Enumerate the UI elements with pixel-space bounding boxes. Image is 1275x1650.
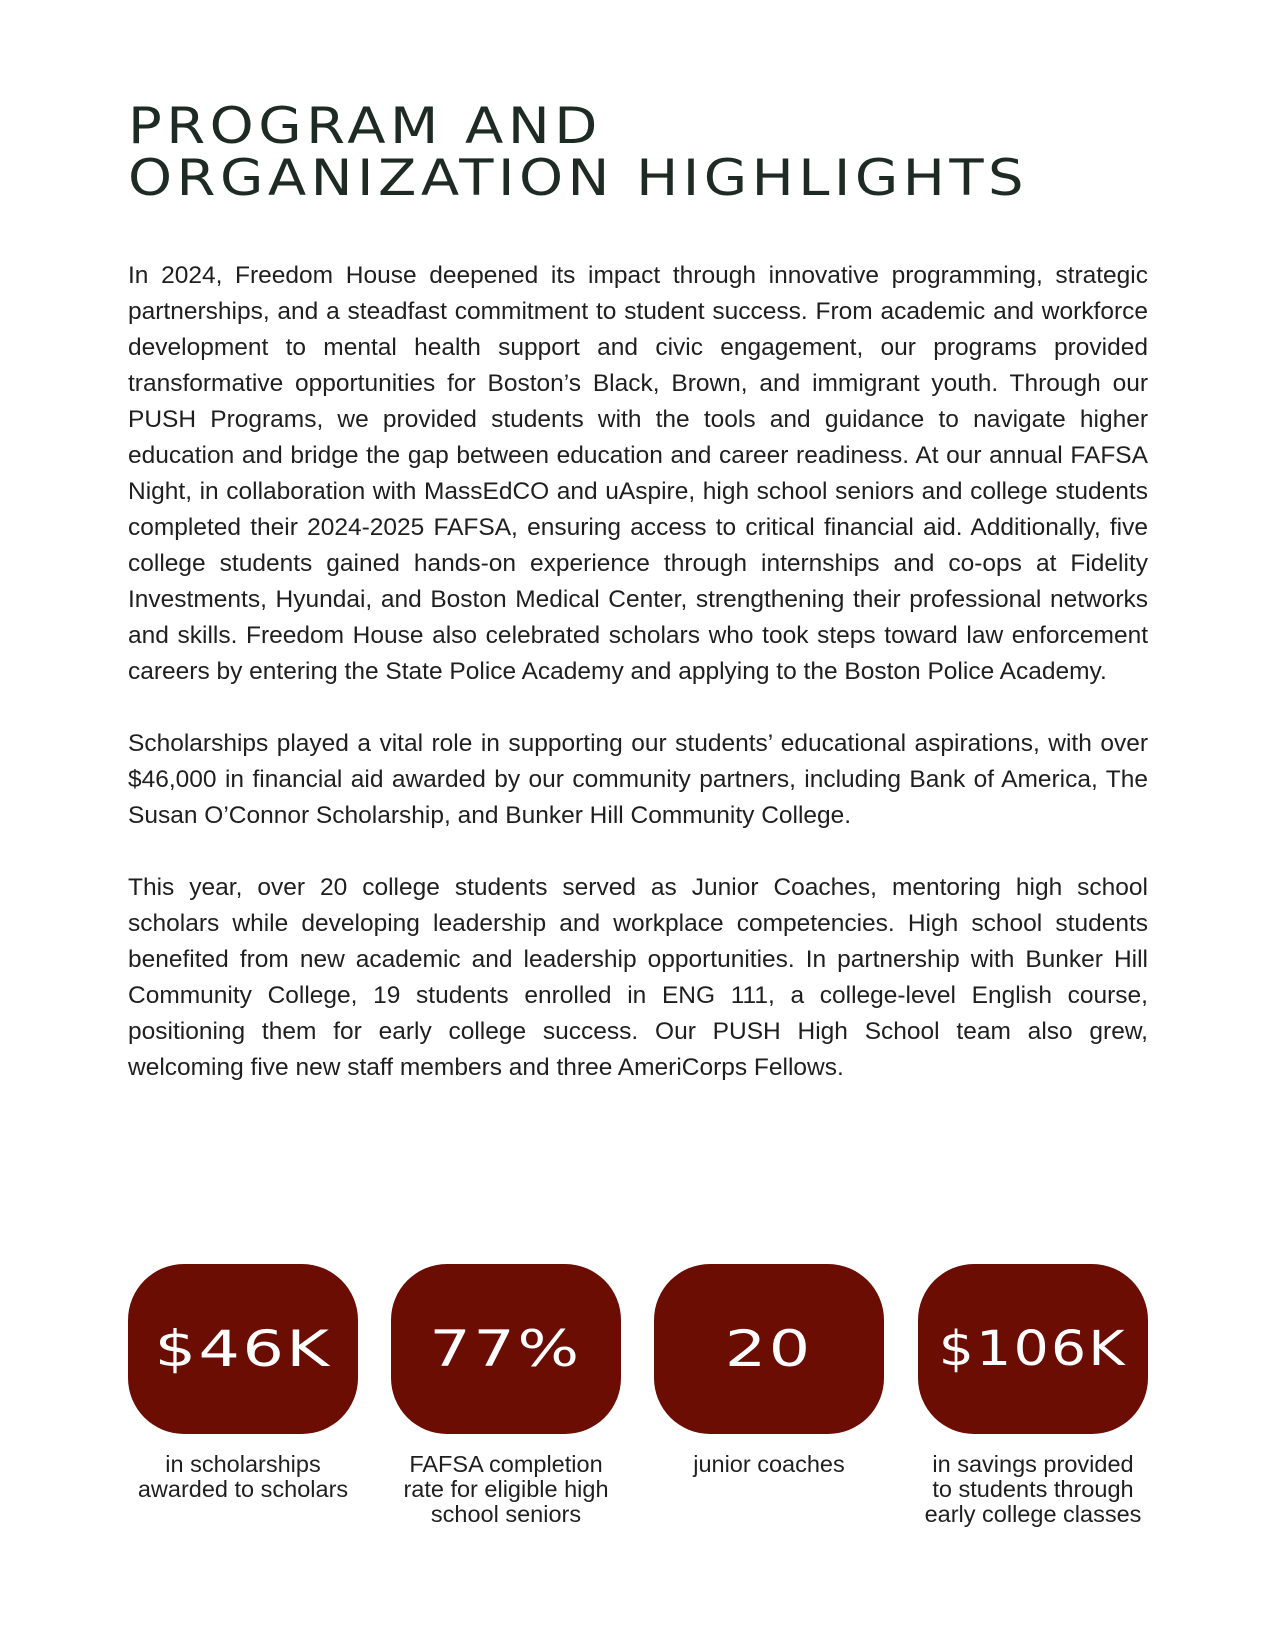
page-content: [128, 97, 1148, 1122]
paragraph-junior-coaches: This year, over 20 college students served as Junior Coaches, mentoring high school scholars while developing leadership and workplace competencies. High school students benefited from new academic and leadership opportunities. In partnership with Bunker Hill Community College, 19 students enrolled in ENG 111, a college-level English course, positioning them for early college success. Our PUSH High School team also grew, welcoming five new staff members and three AmeriCorps Fellows.: [128, 874, 1148, 1081]
paragraph-programs: In 2024, Freedom House deepened its impact through innovative programming, strategic partnerships, and a steadfast commitment to student success. From academic and workforce development to mental health support and civic engagement, our programs provided transformative opportunities for Boston’s Black, Brown, and immigrant youth. Through our PUSH Programs, we provided students with the tools and guidance to navigate higher education and bridge the gap between education and career readiness. At our annual FAFSA Night, in collaboration with MassEdCO and uAspire, high school seniors and college students completed their 2024-2025 FAFSA, ensuring access to critical financial aid. Additionally, five college students gained hands-on experience through internships and co-ops at Fidelity Investments, Hyundai, and Boston Medical Center, strengthening their professional networks and skills. Freedom House also celebrated scholars who took steps toward law enforcement careers by entering the State Police Academy and applying to the Boston Police Academy.: [128, 262, 1148, 685]
stat-label: in savings provided to students through early college classes: [924, 1451, 1142, 1527]
stat-junior-coaches: [654, 1264, 884, 1477]
paragraph-scholarships: Scholarships played a vital role in supporting our students’ educational aspirations, with over $46,000 in financial aid awarded by our community partners, including Bank of America, The Susan O’Connor Scholarship, and Bunker Hill Community College.: [128, 730, 1148, 829]
stat-label: FAFSA completion rate for eligible high school seniors: [403, 1451, 609, 1527]
stat-label: in scholarships awarded to scholars: [137, 1451, 349, 1502]
page-title-line-1: PROGRAM AND: [128, 97, 602, 155]
stat-badge: [128, 1264, 358, 1434]
stat-badge: [391, 1264, 621, 1434]
stat-label: junior coaches: [693, 1451, 845, 1477]
page-title: [128, 97, 1270, 207]
page-title-line-2: ORGANIZATION HIGHLIGHTS: [128, 149, 1029, 207]
stat-badge: [654, 1264, 884, 1434]
body-text: [128, 258, 1148, 1086]
stat-value: $106K: [938, 1321, 1128, 1377]
stat-value: 20: [725, 1320, 813, 1378]
stat-value: 77%: [429, 1320, 583, 1378]
stat-savings: [918, 1264, 1148, 1527]
stat-badge: [918, 1264, 1148, 1434]
stat-scholarships: [128, 1264, 358, 1502]
stats-row: [128, 1264, 1148, 1564]
stat-value: $46K: [154, 1320, 332, 1378]
stat-fafsa-completion: [391, 1264, 621, 1527]
